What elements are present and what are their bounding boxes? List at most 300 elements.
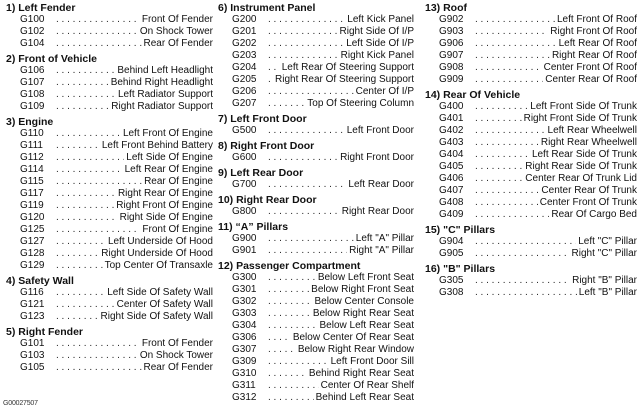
ground-location: Right Underside Of Hood	[101, 248, 213, 259]
dot-leader	[475, 185, 539, 197]
ground-entry-row	[218, 344, 414, 356]
ground-entry-row	[6, 152, 213, 164]
dot-leader	[268, 50, 339, 62]
ground-location: Left Front Door Sill	[330, 356, 414, 367]
ground-location: Rear Of Cargo Bed	[551, 209, 637, 220]
dot-leader	[475, 74, 543, 86]
ground-code: G406	[439, 173, 464, 184]
ground-entry-row	[218, 296, 414, 308]
ground-location-section	[6, 53, 213, 113]
ground-location: Rear Of Engine	[144, 176, 213, 187]
ground-code: G404	[439, 149, 464, 160]
ground-code: G111	[20, 140, 43, 151]
ground-entry-row	[6, 236, 213, 248]
ground-location-section	[425, 263, 637, 299]
dot-leader	[475, 275, 570, 287]
ground-location: Left Underside Of Hood	[107, 236, 213, 247]
dot-leader	[56, 89, 116, 101]
ground-entry-row	[218, 98, 414, 110]
ground-entry-row	[425, 161, 637, 173]
section-heading: 4) Safety Wall	[6, 275, 74, 287]
ground-location-section	[218, 194, 414, 218]
ground-location-section	[425, 224, 637, 260]
ground-code: G402	[439, 125, 464, 136]
ground-entry-row	[218, 14, 414, 26]
ground-location: Right Front Of Engine	[116, 200, 213, 211]
ground-entry-row	[425, 14, 637, 26]
ground-location: Left Side Of I/P	[346, 38, 414, 49]
ground-code: G103	[20, 350, 45, 361]
dot-leader	[268, 380, 319, 392]
section-heading: 1) Left Fender	[6, 2, 76, 14]
ground-location: Center Of Safety Wall	[116, 299, 213, 310]
ground-entry-row	[6, 287, 213, 299]
dot-leader	[475, 209, 549, 221]
ground-code: G300	[232, 272, 257, 283]
ground-code: G202	[232, 38, 257, 49]
column-1	[6, 2, 213, 377]
dot-leader	[268, 245, 347, 257]
ground-code: G401	[439, 113, 464, 124]
ground-entry-row	[6, 362, 213, 374]
ground-code: G408	[439, 197, 464, 208]
ground-location: Left Rear Of Roof	[558, 38, 637, 49]
ground-location: Left Front Of Engine	[122, 128, 213, 139]
ground-location: Left "B" Pillar	[578, 287, 637, 298]
dot-leader	[56, 77, 109, 89]
ground-location: Right Kick Panel	[340, 50, 414, 61]
ground-entry-row	[425, 101, 637, 113]
dot-leader	[268, 125, 345, 137]
dot-leader	[475, 26, 548, 38]
ground-location: Right Rear Of Steering Support	[275, 74, 414, 85]
ground-location: Left "A" Pillar	[355, 233, 414, 244]
ground-location: On Shock Tower	[139, 350, 213, 361]
ground-location: Right Rear Of Engine	[117, 188, 213, 199]
dot-leader	[268, 356, 329, 368]
dot-leader	[56, 287, 105, 299]
dot-leader	[268, 296, 313, 308]
dot-leader	[475, 14, 555, 26]
ground-entry-row	[425, 50, 637, 62]
ground-entry-row	[425, 62, 637, 74]
ground-code: G900	[232, 233, 257, 244]
dot-leader	[475, 149, 530, 161]
dot-leader	[56, 212, 118, 224]
ground-code: G907	[439, 50, 464, 61]
ground-code: G309	[232, 356, 257, 367]
ground-location-section	[6, 326, 213, 374]
ground-entry-row	[6, 350, 213, 362]
ground-location-section	[6, 116, 213, 272]
ground-entry-row	[6, 200, 213, 212]
ground-code: G901	[232, 245, 257, 256]
ground-code: G310	[232, 368, 257, 379]
ground-location: Below Center Of Rear Seat	[292, 332, 414, 343]
dot-leader	[475, 161, 523, 173]
dot-leader	[475, 113, 522, 125]
ground-entry-row	[425, 197, 637, 209]
ground-code: G312	[232, 392, 257, 403]
ground-entry-row	[6, 101, 213, 113]
dot-leader	[268, 179, 346, 191]
ground-location: Left Rear Of Steering Support	[281, 62, 414, 73]
ground-entry-row	[6, 140, 213, 152]
ground-location: Right Rear Of Roof	[551, 50, 637, 61]
ground-entry-row	[425, 185, 637, 197]
dot-leader	[268, 332, 291, 344]
ground-location: Front Of Engine	[142, 224, 213, 235]
ground-location: Top Of Steering Column	[307, 98, 414, 109]
ground-entry-row	[6, 248, 213, 260]
ground-code: G129	[20, 260, 45, 271]
ground-entry-row	[218, 392, 414, 404]
ground-code: G908	[439, 62, 464, 73]
section-heading: 10) Right Rear Door	[218, 194, 317, 206]
ground-entry-row	[6, 89, 213, 101]
ground-entry-row	[218, 26, 414, 38]
ground-code: G206	[232, 86, 257, 97]
dot-leader	[268, 344, 296, 356]
section-heading: 11) “A” Pillars	[218, 221, 289, 233]
ground-location: Left Front Door	[346, 125, 414, 136]
ground-entry-row	[218, 320, 414, 332]
ground-location-section	[218, 140, 414, 164]
dot-leader	[268, 272, 316, 284]
ground-entry-row	[6, 299, 213, 311]
dot-leader	[268, 74, 273, 86]
dot-leader	[268, 98, 305, 110]
ground-location: Right Front Of Roof	[550, 26, 637, 37]
dot-leader	[268, 62, 280, 74]
section-heading: 8) Right Front Door	[218, 140, 315, 152]
ground-entry-row	[425, 125, 637, 137]
ground-entry-row	[218, 284, 414, 296]
ground-location-section	[425, 89, 637, 221]
ground-location: Below Center Console	[314, 296, 414, 307]
ground-code: G121	[20, 299, 45, 310]
ground-entry-row	[218, 152, 414, 164]
dot-leader	[268, 284, 309, 296]
ground-entry-row	[218, 38, 414, 50]
ground-location: Right Rear Wheelwell	[540, 137, 637, 148]
ground-code: G311	[232, 380, 256, 391]
ground-entry-row	[425, 287, 637, 299]
ground-entry-row	[218, 74, 414, 86]
ground-entry-row	[425, 74, 637, 86]
ground-entry-row	[6, 311, 213, 323]
ground-location: Center Of Rear Shelf	[320, 380, 414, 391]
ground-location: Left Side Of Safety Wall	[107, 287, 213, 298]
ground-code: G116	[20, 287, 44, 298]
ground-code: G304	[232, 320, 257, 331]
ground-code: G906	[439, 38, 464, 49]
ground-entry-row	[6, 338, 213, 350]
ground-code: G112	[20, 152, 44, 163]
dot-leader	[475, 125, 546, 137]
ground-code: G903	[439, 26, 464, 37]
ground-entry-row	[425, 209, 637, 221]
dot-leader	[268, 38, 344, 50]
ground-entry-row	[218, 368, 414, 380]
ground-location: Left Front Side Of Trunk	[530, 101, 637, 112]
dot-leader	[56, 188, 116, 200]
ground-code: G302	[232, 296, 257, 307]
ground-code: G405	[439, 161, 464, 172]
ground-location: Behind Right Rear Seat	[308, 368, 414, 379]
ground-code: G307	[232, 344, 257, 355]
ground-location: Center Rear Of Roof	[545, 74, 637, 85]
ground-location: Below Left Front Seat	[317, 272, 414, 283]
ground-location: Below Left Rear Seat	[319, 320, 414, 331]
ground-entry-row	[425, 113, 637, 125]
ground-code: G123	[20, 311, 45, 322]
ground-location: Left Rear Door	[348, 179, 414, 190]
ground-location: Left Rear Of Engine	[124, 164, 213, 175]
ground-location: Right Rear Side Of Trunk	[525, 161, 637, 172]
ground-location: Right Side Of I/P	[339, 26, 414, 37]
dot-leader	[475, 62, 542, 74]
ground-location-section	[218, 260, 414, 404]
ground-location: Left Rear Side Of Trunk	[531, 149, 637, 160]
dot-leader	[475, 236, 576, 248]
ground-location-section	[425, 2, 637, 86]
ground-location: Behind Left Rear Seat	[315, 392, 414, 403]
ground-location: Top Center Of Transaxle	[104, 260, 213, 271]
dot-leader	[268, 320, 318, 332]
ground-location: Right "B" Pillar	[572, 275, 637, 286]
ground-code: G904	[439, 236, 464, 247]
ground-entry-row	[425, 149, 637, 161]
ground-location: Right Side Of Safety Wall	[100, 311, 213, 322]
ground-entry-row	[6, 77, 213, 89]
ground-code: G104	[20, 38, 45, 49]
ground-entry-row	[6, 164, 213, 176]
dot-leader	[475, 248, 570, 260]
ground-code: G205	[232, 74, 257, 85]
dot-leader	[56, 14, 140, 26]
ground-location: Rear Of Fender	[143, 38, 213, 49]
dot-leader	[268, 233, 354, 245]
ground-code: G305	[439, 275, 464, 286]
dot-leader	[56, 260, 103, 272]
ground-entry-row	[218, 50, 414, 62]
ground-location: Front Of Fender	[141, 14, 213, 25]
ground-code: G201	[232, 26, 257, 37]
ground-entry-row	[6, 38, 213, 50]
dot-leader	[56, 299, 115, 311]
ground-code: G107	[20, 77, 45, 88]
ground-entry-row	[218, 179, 414, 191]
dot-leader	[268, 86, 354, 98]
ground-code: G119	[20, 200, 44, 211]
section-heading: 14) Rear Of Vehicle	[425, 89, 521, 101]
ground-code: G120	[20, 212, 45, 223]
ground-location-section	[218, 113, 414, 137]
ground-code: G400	[439, 101, 464, 112]
ground-location: Left Side Of Engine	[126, 152, 213, 163]
figure-id: G00027507	[3, 400, 38, 407]
dot-leader	[56, 101, 109, 113]
ground-entry-row	[6, 260, 213, 272]
column-3	[425, 2, 637, 302]
ground-entry-row	[218, 233, 414, 245]
ground-entry-row	[425, 275, 637, 287]
ground-entry-row	[6, 188, 213, 200]
ground-entry-row	[425, 173, 637, 185]
ground-location: Center Rear Of Trunk	[541, 185, 637, 196]
ground-code: G200	[232, 14, 257, 25]
section-heading: 9) Left Rear Door	[218, 167, 304, 179]
ground-entry-row	[425, 248, 637, 260]
dot-leader	[56, 26, 138, 38]
ground-code: G407	[439, 185, 464, 196]
ground-code: G125	[20, 224, 45, 235]
ground-code: G306	[232, 332, 257, 343]
section-heading: 15) "C" Pillars	[425, 224, 496, 236]
dot-leader	[56, 224, 140, 236]
ground-entry-row	[6, 128, 213, 140]
dot-leader	[56, 128, 121, 140]
ground-location: Below Right Rear Window	[297, 344, 414, 355]
ground-code: G303	[232, 308, 257, 319]
section-heading: 3) Engine	[6, 116, 54, 128]
ground-entry-row	[218, 206, 414, 218]
ground-code: G909	[439, 74, 464, 85]
dot-leader	[268, 26, 338, 38]
dot-leader	[56, 362, 142, 374]
ground-code: G102	[20, 26, 45, 37]
dot-leader	[268, 308, 311, 320]
ground-code: G106	[20, 65, 45, 76]
section-heading: 5) Right Fender	[6, 326, 84, 338]
ground-location: Center Front Of Roof	[543, 62, 637, 73]
section-heading: 12) Passenger Compartment	[218, 260, 361, 272]
ground-location: Rear Of Fender	[143, 362, 213, 373]
ground-code: G105	[20, 362, 45, 373]
dot-leader	[56, 248, 99, 260]
dot-leader	[56, 152, 124, 164]
ground-entry-row	[218, 125, 414, 137]
ground-code: G403	[439, 137, 464, 148]
ground-entry-row	[218, 272, 414, 284]
dot-leader	[475, 287, 577, 299]
ground-entry-row	[6, 212, 213, 224]
dot-leader	[56, 350, 138, 362]
ground-code: G902	[439, 14, 464, 25]
ground-location: Front Of Fender	[141, 338, 213, 349]
ground-code: G301	[232, 284, 257, 295]
ground-location-section	[218, 167, 414, 191]
ground-location-section	[6, 275, 213, 323]
ground-code: G700	[232, 179, 257, 190]
ground-code: G800	[232, 206, 257, 217]
ground-location: Right Rear Door	[341, 206, 414, 217]
ground-location-section	[218, 2, 414, 110]
ground-code: G204	[232, 62, 257, 73]
ground-entry-row	[6, 224, 213, 236]
dot-leader	[56, 140, 100, 152]
ground-code: G117	[20, 188, 44, 199]
ground-entry-row	[218, 62, 414, 74]
ground-code: G128	[20, 248, 45, 259]
ground-location: Below Right Front Seat	[311, 284, 414, 295]
ground-entry-row	[425, 26, 637, 38]
ground-location-section	[218, 221, 414, 257]
ground-location: Right "A" Pillar	[349, 245, 414, 256]
ground-code: G110	[20, 128, 44, 139]
ground-entry-row	[6, 176, 213, 188]
ground-entry-row	[6, 65, 213, 77]
ground-location: Right Front Door	[340, 152, 414, 163]
dot-leader	[56, 200, 114, 212]
ground-location: Right "C" Pillar	[571, 248, 637, 259]
ground-entry-row	[425, 236, 637, 248]
ground-entry-row	[218, 245, 414, 257]
dot-leader	[268, 392, 314, 404]
dot-leader	[56, 338, 140, 350]
ground-code: G115	[20, 176, 44, 187]
ground-location: Behind Right Headlight	[110, 77, 213, 88]
ground-entry-row	[218, 356, 414, 368]
dot-leader	[268, 368, 307, 380]
ground-entry-row	[425, 137, 637, 149]
dot-leader	[268, 152, 338, 164]
dot-leader	[475, 50, 550, 62]
dot-leader	[56, 236, 106, 248]
ground-code: G127	[20, 236, 45, 247]
dot-leader	[56, 65, 115, 77]
ground-location: Center Rear Of Trunk Lid	[525, 173, 637, 184]
dot-leader	[475, 173, 523, 185]
dot-leader	[56, 164, 123, 176]
ground-entry-row	[218, 86, 414, 98]
ground-code: G207	[232, 98, 257, 109]
ground-location: Right Radiator Support	[111, 101, 213, 112]
ground-code: G600	[232, 152, 257, 163]
dot-leader	[56, 38, 142, 50]
ground-entry-row	[218, 308, 414, 320]
ground-location: Right Side Of Engine	[119, 212, 213, 223]
dot-leader	[475, 197, 538, 209]
section-heading: 6) Instrument Panel	[218, 2, 316, 14]
ground-location: Center Of I/P	[355, 86, 414, 97]
ground-code: G114	[20, 164, 44, 175]
ground-code: G101	[20, 338, 45, 349]
ground-location: Right Front Side Of Trunk	[523, 113, 637, 124]
ground-code: G500	[232, 125, 257, 136]
dot-leader	[268, 206, 340, 218]
ground-location: Left "C" Pillar	[578, 236, 637, 247]
ground-code: G409	[439, 209, 464, 220]
ground-code: G100	[20, 14, 45, 25]
dot-leader	[268, 14, 345, 26]
dot-leader	[475, 137, 539, 149]
ground-code: G308	[439, 287, 464, 298]
ground-entry-row	[6, 14, 213, 26]
section-heading: 16) "B" Pillars	[425, 263, 496, 275]
ground-location: Left Front Behind Battery	[101, 140, 213, 151]
section-heading: 7) Left Front Door	[218, 113, 307, 125]
ground-code: G203	[232, 50, 257, 61]
ground-code: G905	[439, 248, 464, 259]
ground-entry-row	[218, 380, 414, 392]
section-heading: 13) Roof	[425, 2, 467, 14]
ground-code: G108	[20, 89, 45, 100]
dot-leader	[56, 311, 99, 323]
dot-leader	[56, 176, 142, 188]
ground-location: Left Front Of Roof	[556, 14, 637, 25]
